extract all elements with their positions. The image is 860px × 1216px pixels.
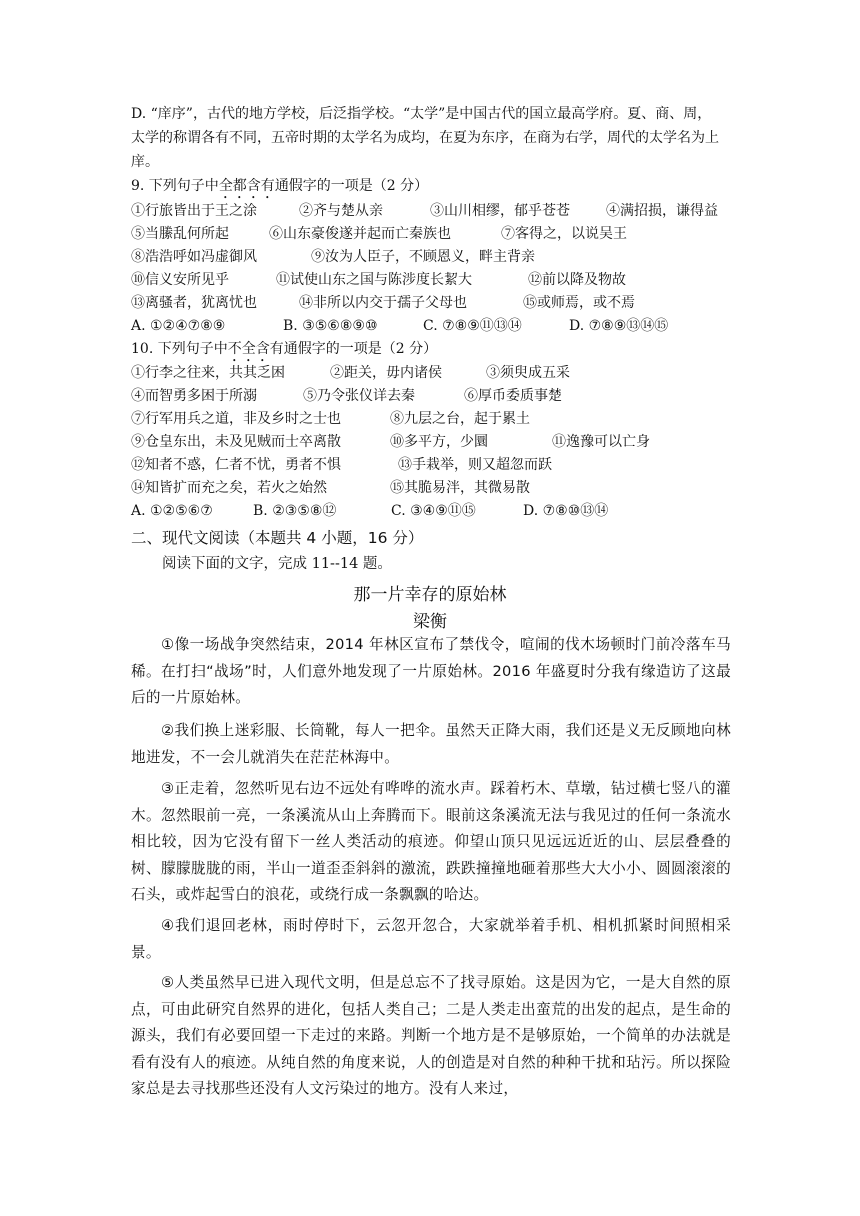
q10-row-6 <box>131 478 751 498</box>
q10-sentence: ⑪逸豫可以亡身 <box>552 434 650 450</box>
article-paragraph-5: ⑤人类虽然早已进入现代文明，但是总忘不了找寻原始。这是因为它，一是大自然的原点，可由此研究自然界的进化，包括人类自己；二是人类走出蛮荒的出发的起点，是生命的源头，我们有必要回望一下走过的来路。判断一个地方是不是够原始，一个简单的办法就是看有没有人的痕迹。从纯自然的角度来说，人的创造是对自然的种种干扰和玷污。所以探险家总是去寻找那些还没有人文污染过的地方。没有人来过， <box>131 974 731 1097</box>
q10-row-3 <box>131 409 751 429</box>
reading-instruction: 阅读下面的文字，完成 11--14 题。 <box>162 556 392 572</box>
q9-sentence: ⑥山东豪俊遂并起而亡秦族也 <box>269 226 451 242</box>
q9-sentence: ④满招损，谦得益 <box>606 203 718 219</box>
q10-sentence: ⑦行军用兵之道，非及乡时之士也 <box>131 411 341 427</box>
q10-sentence: ④而智勇多困于所溺 <box>131 388 257 404</box>
q9-sentence: ⑬离骚者，犹离忧也 <box>131 295 257 311</box>
q10-row-5 <box>131 455 751 475</box>
q9-sentence: ⑮或师焉，或不焉 <box>523 295 635 311</box>
q10-row-4 <box>131 432 751 452</box>
q10-sentence: ⑤乃令张仪详去秦 <box>303 388 415 404</box>
q9-choice-c: C. ⑦⑧⑨⑪⑬⑭ <box>423 318 522 334</box>
q9-sentence: ⑩信义安所见乎 <box>131 272 229 288</box>
q10-sentence: ⑮其脆易泮，其微易散 <box>390 480 530 496</box>
q9-row-3 <box>131 247 751 267</box>
q9-choices <box>131 316 751 336</box>
q9-sentence: ⑦客得之，以说吴王 <box>501 226 627 242</box>
q8-option-d-line2: 太学的称谓各有不同，五帝时期的太学名为成均，在夏为东序，在商为右学，周代的太学名为上 <box>131 130 719 146</box>
q9-sentence: ③山川相缪，郁乎苍苍 <box>430 203 570 219</box>
q10-stem-start: 10. 下列句子中 <box>131 341 228 357</box>
q9-sentence: ⑫前以降及物故 <box>528 272 626 288</box>
section-heading: 二、现代文阅读（本题共 4 小题，16 分） <box>131 529 424 547</box>
q9-row-1 <box>131 201 751 221</box>
q9-sentence: ⑤当縢乱何所起 <box>131 226 229 242</box>
article-paragraph-1: ①像一场战争突然结束，2014 年林区宣布了禁伐令，喧闹的伐木场顿时门前冷落车马稀。在打扫“战场”时，人们意外地发现了一片原始林。2016 年盛夏时分我有缘造访了这最后的一片原始林。 <box>131 636 731 706</box>
article-paragraph-4: ④我们退回老林，雨时停时下，云忽开忽合，大家就举着手机、相机抓紧时间照相采景。 <box>131 917 731 961</box>
article-title: 那一片幸存的原始林 <box>353 585 507 605</box>
q10-choice-b: B. ②③⑤⑧⑫ <box>253 503 337 519</box>
q10-choice-a: A. ①②⑤⑥⑦ <box>131 503 213 519</box>
q9-sentence: ⑪试使山东之国与陈涉度长絜大 <box>276 272 472 288</box>
q10-choices <box>131 501 751 521</box>
q9-sentence: ⑭非所以内交于孺子父母也 <box>299 295 467 311</box>
q9-sentence: ①行旅皆出于王之涂 <box>131 203 257 219</box>
q10-choice-d: D. ⑦⑧⑩⑬⑭ <box>523 503 609 519</box>
q8-option-d-line1: D. “庠序”，古代的地方学校，后泛指学校。“太学”是中国古代的国立最高学府。夏、商、周， <box>131 106 712 122</box>
q10-sentence: ⑭知皆扩而充之矣，若火之始然 <box>131 480 327 496</box>
q10-stem-end: 有通假字的一项是（2 分） <box>269 341 438 357</box>
q10-sentence: ⑥厚币委质事楚 <box>464 388 562 404</box>
q10-choice-c: C. ③④⑨⑪⑮ <box>391 503 476 519</box>
q9-row-4 <box>131 270 751 290</box>
q10-sentence: ⑫知者不惑，仁者不忧，勇者不惧 <box>131 457 341 473</box>
q9-row-2 <box>131 224 751 244</box>
q10-sentence: ⑧九层之台，起于累土 <box>390 411 530 427</box>
q10-stem <box>131 339 731 365</box>
q9-sentence: ⑨汝为人臣子，不顾恩义，畔主背亲 <box>311 249 535 265</box>
q9-stem <box>131 176 731 202</box>
q10-sentence: ⑩多平方，少圜 <box>390 434 488 450</box>
q10-sentence: ⑬手栽举，则又超忽而跃 <box>398 457 552 473</box>
q10-stem-emphasis: 不全含 <box>227 341 270 357</box>
q8-option-d-line3: 庠。 <box>131 154 159 170</box>
q9-choice-b: B. ③⑤⑥⑧⑨⑩ <box>283 318 378 334</box>
article-paragraph-3: ③正走着，忽然听见右边不远处有哗哗的流水声。踩着朽木、草墩，钻过横七竖八的灌木。忽然眼前一亮，一条溪流从山上奔腾而下。眼前这条溪流无法与我见过的任何一条流水相比较，因为它没有留下一丝人类活动的痕迹。仰望山顶只见远远近近的山、层层叠叠的树、朦朦胧胧的雨，半山一道歪歪斜斜的激流，跌跌撞撞地砸着那些大大小小、圆圆滚滚的石头，或炸起雪白的浪花，或绕行成一条飘飘的哈达。 <box>131 780 731 903</box>
q9-choice-a: A. ①②④⑦⑧⑨ <box>131 318 226 334</box>
q9-stem-emphasis: 全都含有 <box>218 178 275 194</box>
q10-sentence: ②距关，毋内诸侯 <box>330 365 442 381</box>
q10-sentence: ⑨仓皇东出，未及见贼而士卒离散 <box>131 434 341 450</box>
q9-stem-end: 通假字的一项是（2 分） <box>274 178 429 194</box>
q9-row-5 <box>131 293 751 313</box>
q9-sentence: ②齐与楚从亲 <box>299 203 383 219</box>
article-paragraph-2: ②我们换上迷彩服、长筒靴，每人一把伞。虽然天正降大雨，我们还是义无反顾地向林地进发，不一会儿就消失在茫茫林海中。 <box>131 722 731 766</box>
article-author: 梁衡 <box>413 612 447 632</box>
q9-stem-start: 9. 下列句子中 <box>131 178 219 194</box>
q10-sentence: ①行李之往来，共其乏困 <box>131 365 285 381</box>
q9-sentence: ⑧浩浩呼如冯虚御风 <box>131 249 257 265</box>
q9-choice-d: D. ⑦⑧⑨⑬⑭⑮ <box>569 318 669 334</box>
q10-sentence: ③须臾成五采 <box>486 365 570 381</box>
q10-row-1 <box>131 363 751 383</box>
q10-row-2 <box>131 386 751 406</box>
